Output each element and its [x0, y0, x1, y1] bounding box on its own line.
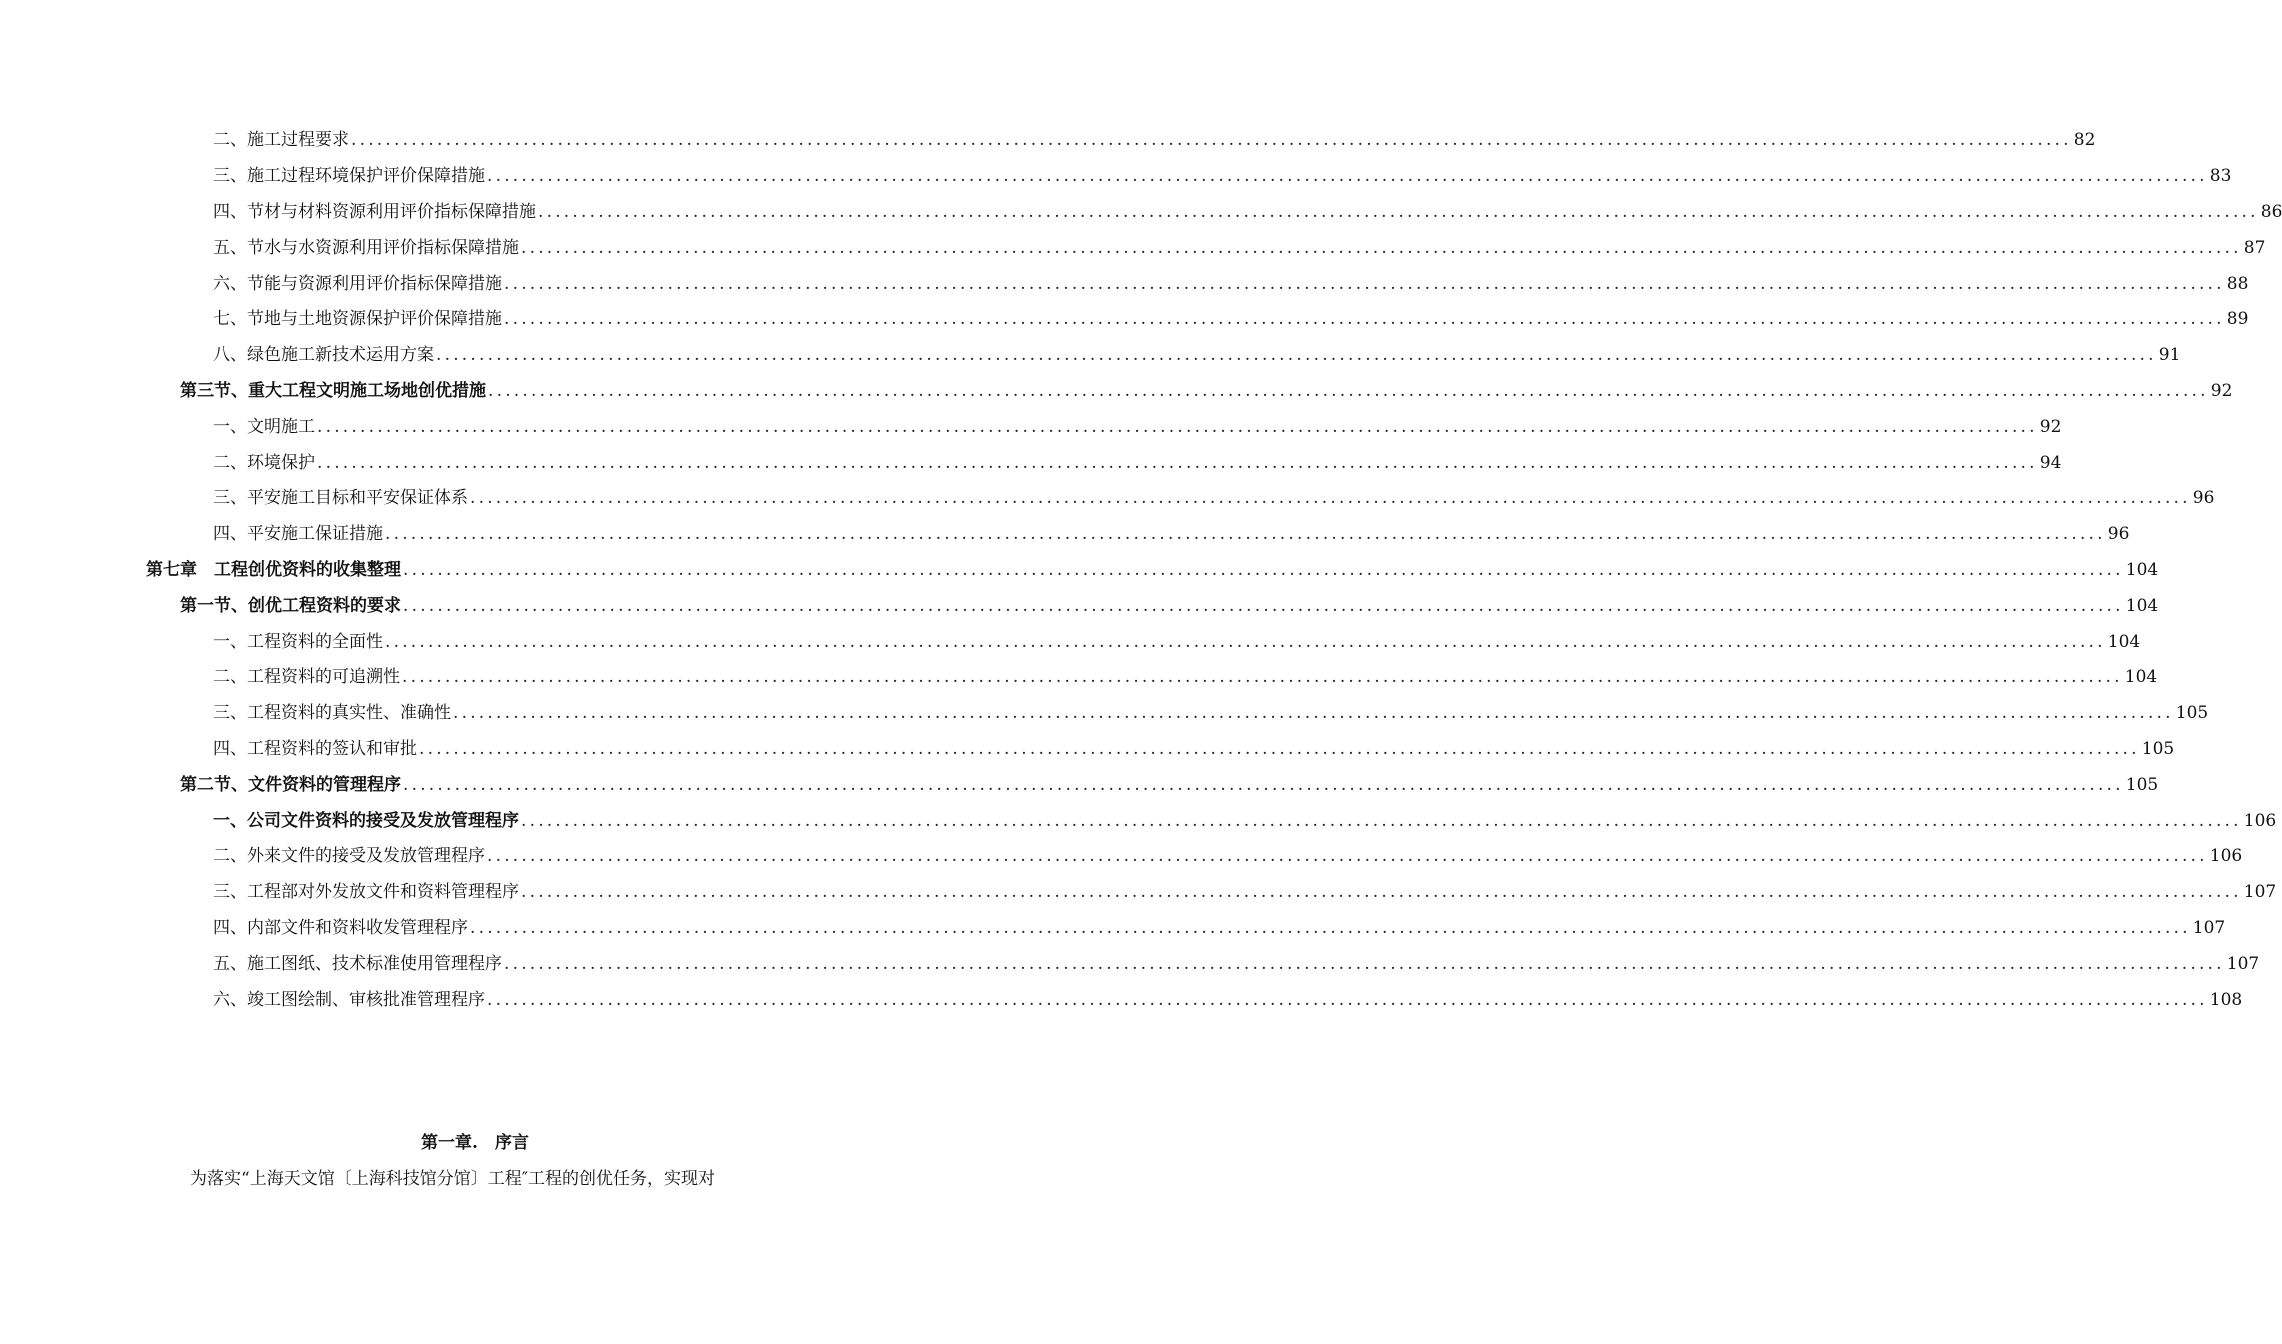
toc-entry[interactable]: [0, 764, 2159, 800]
toc-entry[interactable]: [0, 693, 2209, 729]
toc-page-number: 104: [2125, 595, 2159, 616]
toc-dot-leader: ........................................................................................................................................................................................................: [317, 452, 2038, 473]
toc-dot-leader: ........................................................................................................................................................................................................: [521, 882, 2242, 903]
toc-entry[interactable]: [0, 227, 2266, 263]
toc-dot-leader: ........................................................................................................................................................................................................: [504, 953, 2225, 974]
toc-page-number: 105: [2125, 774, 2159, 795]
toc-entry[interactable]: [0, 621, 2141, 657]
toc-entry-title: 第三节、重大工程文明施工场地创优措施: [180, 380, 486, 401]
toc-dot-leader: ........................................................................................................................................................................................................: [470, 917, 2191, 938]
toc-entry-title: 第七章 工程创优资料的收集整理: [146, 559, 401, 580]
toc-page-number: 106: [2243, 810, 2277, 831]
toc-dot-leader: ........................................................................................................................................................................................................: [487, 846, 2208, 867]
toc-page-number: 104: [2124, 667, 2158, 688]
toc-dot-leader: ........................................................................................................................................................................................................: [470, 488, 2191, 509]
toc-page-number: 94: [2039, 452, 2062, 473]
toc-page-number: 91: [2158, 345, 2181, 366]
toc-dot-leader: ........................................................................................................................................................................................................: [402, 667, 2123, 688]
toc-page-number: 83: [2209, 166, 2232, 187]
toc-entry-title: 第二节、文件资料的管理程序: [180, 774, 401, 795]
toc-page-number: 108: [2209, 989, 2243, 1010]
toc-dot-leader: ........................................................................................................................................................................................................: [385, 524, 2106, 545]
toc-entry-title: 三、工程部对外发放文件和资料管理程序: [213, 882, 519, 903]
toc-entry-title: 四、节材与材料资源利用评价指标保障措施: [213, 201, 536, 222]
toc-page-number: 106: [2209, 846, 2243, 867]
toc-entry[interactable]: [0, 406, 2062, 442]
toc-entry[interactable]: [0, 872, 2277, 908]
toc-entry-title: 五、施工图纸、技术标准使用管理程序: [213, 953, 502, 974]
toc-page-number: 105: [2141, 738, 2175, 759]
toc-entry-title: 三、施工过程环境保护评价保障措施: [213, 166, 485, 187]
toc-entry-title: 第一节、创优工程资料的要求: [180, 595, 401, 616]
toc-entry-title: 六、节能与资源利用评价指标保障措施: [213, 273, 502, 294]
toc-entry-title: 三、平安施工目标和平安保证体系: [213, 488, 468, 509]
toc-dot-leader: ........................................................................................................................................................................................................: [317, 416, 2038, 437]
toc-dot-leader: ........................................................................................................................................................................................................: [504, 309, 2225, 330]
toc-entry-title: 一、工程资料的全面性: [213, 631, 383, 652]
toc-entry-title: 二、环境保护: [213, 452, 315, 473]
toc-page-number: 96: [2192, 488, 2215, 509]
toc-entry[interactable]: [0, 299, 2249, 335]
toc-page-number: 92: [2039, 416, 2062, 437]
toc-page-number: 89: [2226, 309, 2249, 330]
toc-entry[interactable]: [0, 800, 2277, 836]
toc-entry[interactable]: [0, 442, 2062, 478]
toc-entry[interactable]: [0, 979, 2243, 1015]
toc-page-number: 107: [2243, 882, 2277, 903]
toc-entry-title: 四、工程资料的签认和审批: [213, 738, 417, 759]
toc-page-number: 105: [2175, 703, 2209, 724]
toc-entry-title: 三、工程资料的真实性、准确性: [213, 703, 451, 724]
toc-page-number: 107: [2192, 917, 2226, 938]
toc-dot-leader: ........................................................................................................................................................................................................: [403, 774, 2124, 795]
toc-entry-title: 四、平安施工保证措施: [213, 524, 383, 545]
toc-entry-title: 一、文明施工: [213, 416, 315, 437]
toc-entry[interactable]: [0, 335, 2181, 371]
toc-entry-title: 二、工程资料的可追溯性: [213, 667, 400, 688]
toc-page-number: 104: [2107, 631, 2141, 652]
toc-entry[interactable]: [0, 478, 2215, 514]
toc-dot-leader: ........................................................................................................................................................................................................: [403, 595, 2124, 616]
toc-entry[interactable]: [0, 550, 2159, 586]
toc-entry[interactable]: [0, 836, 2243, 872]
toc-entry[interactable]: [0, 120, 2096, 156]
toc-entry[interactable]: [0, 729, 2175, 765]
table-of-contents: [0, 120, 2282, 1015]
toc-page-number: 107: [2226, 953, 2260, 974]
toc-entry-title: 七、节地与土地资源保护评价保障措施: [213, 309, 502, 330]
toc-entry[interactable]: [0, 585, 2159, 621]
toc-dot-leader: ........................................................................................................................................................................................................: [521, 237, 2242, 258]
toc-entry[interactable]: [0, 943, 2260, 979]
body-paragraph: 为落实“上海天文馆〔上海科技馆分馆〕工程″工程的创优任务，实现对: [190, 1169, 716, 1189]
toc-page-number: 104: [2125, 559, 2159, 580]
toc-dot-leader: ........................................................................................................................................................................................................: [419, 738, 2140, 759]
toc-entry-title: 二、外来文件的接受及发放管理程序: [213, 846, 485, 867]
toc-page-number: 87: [2243, 237, 2266, 258]
toc-entry[interactable]: [0, 514, 2130, 550]
toc-dot-leader: ........................................................................................................................................................................................................: [504, 273, 2225, 294]
toc-entry[interactable]: [0, 263, 2249, 299]
toc-dot-leader: ........................................................................................................................................................................................................: [403, 559, 2124, 580]
toc-entry-title: 八、绿色施工新技术运用方案: [213, 345, 434, 366]
toc-page-number: 86: [2260, 201, 2282, 222]
toc-entry[interactable]: [0, 156, 2232, 192]
toc-page-number: 96: [2107, 524, 2130, 545]
toc-page-number: 92: [2210, 380, 2233, 401]
toc-dot-leader: ........................................................................................................................................................................................................: [487, 989, 2208, 1010]
toc-dot-leader: ........................................................................................................................................................................................................: [436, 345, 2157, 366]
toc-dot-leader: ........................................................................................................................................................................................................: [385, 631, 2106, 652]
toc-dot-leader: ........................................................................................................................................................................................................: [488, 380, 2209, 401]
toc-dot-leader: ........................................................................................................................................................................................................: [453, 703, 2174, 724]
toc-dot-leader: ........................................................................................................................................................................................................: [521, 810, 2242, 831]
chapter-heading: 第一章. 序言: [421, 1133, 529, 1153]
toc-page-number: 82: [2073, 130, 2096, 151]
toc-entry-title: 一、公司文件资料的接受及发放管理程序: [213, 810, 519, 831]
toc-entry[interactable]: [0, 908, 2226, 944]
toc-dot-leader: ........................................................................................................................................................................................................: [538, 201, 2259, 222]
toc-entry-title: 六、竣工图绘制、审核批准管理程序: [213, 989, 485, 1010]
toc-entry[interactable]: [0, 192, 2282, 228]
toc-dot-leader: ........................................................................................................................................................................................................: [487, 166, 2208, 187]
toc-page-number: 88: [2226, 273, 2249, 294]
toc-entry[interactable]: [0, 371, 2233, 407]
toc-entry-title: 二、施工过程要求: [213, 130, 349, 151]
toc-entry-title: 四、内部文件和资料收发管理程序: [213, 917, 468, 938]
toc-entry-title: 五、节水与水资源利用评价指标保障措施: [213, 237, 519, 258]
toc-entry[interactable]: [0, 657, 2158, 693]
toc-dot-leader: ........................................................................................................................................................................................................: [351, 130, 2072, 151]
